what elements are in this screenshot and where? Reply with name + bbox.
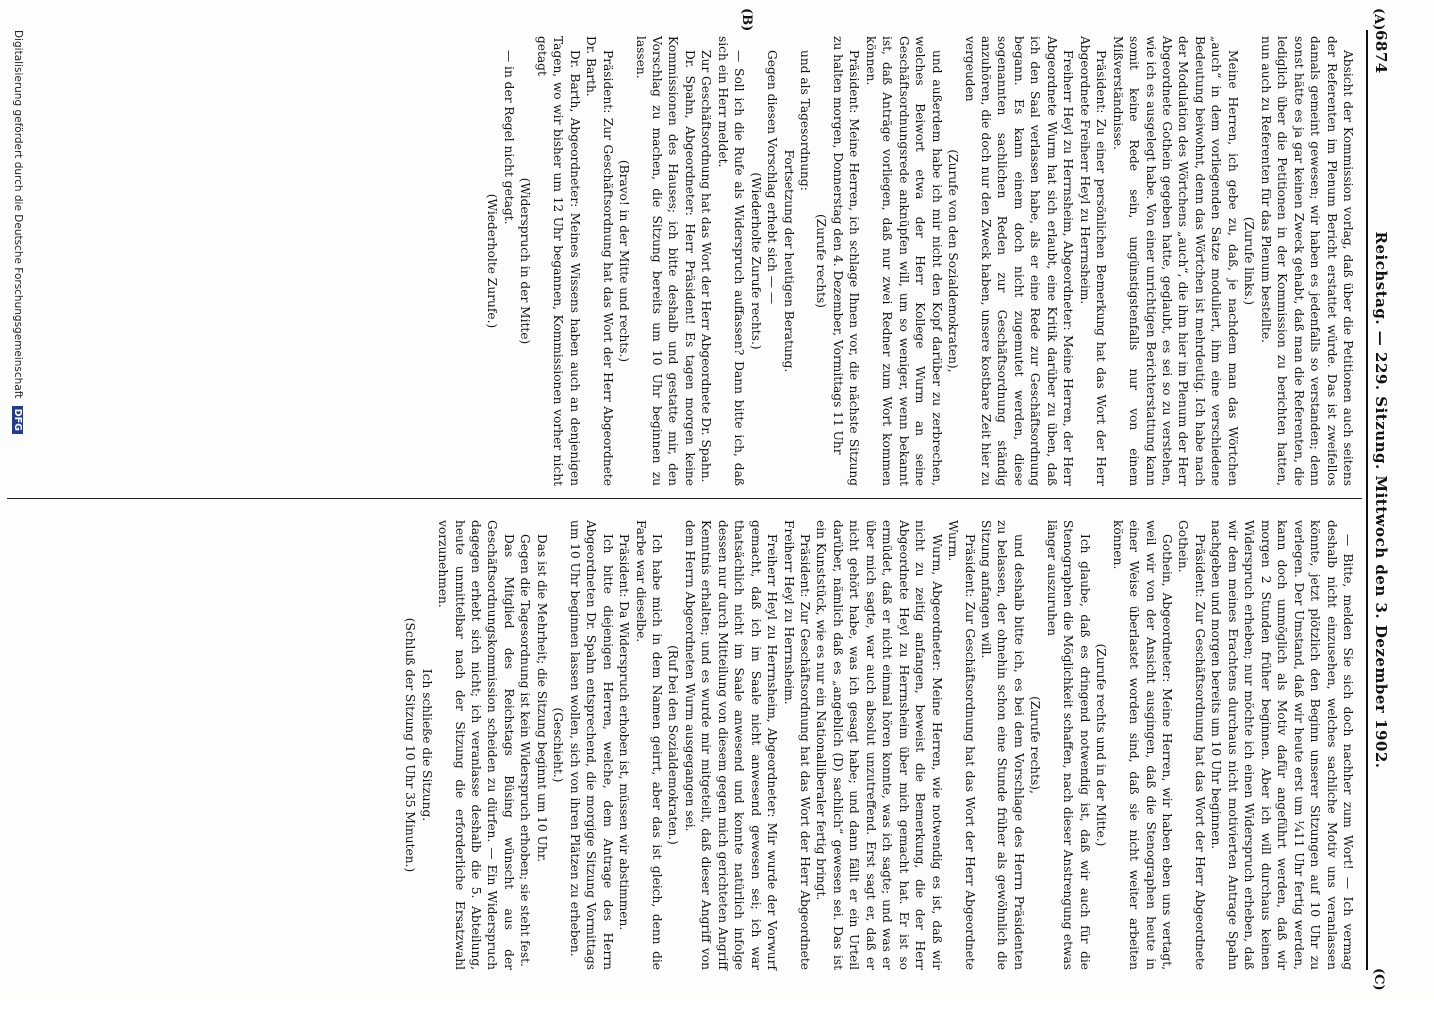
margin-marker-b: (B) bbox=[739, 8, 754, 32]
paragraph: Dr. Spahn, Abgeordneter: Herr Präsident! Es tagen morgen keine Kommissionen des Hauses; ich bitte deshalb und gestatte mir, den Vorschlag zu machen, die Sitzung bereits um 10 Uhr beginnen zu lassen. bbox=[633, 36, 697, 486]
paragraph: (Bravo! in der Mitte und rechts.) bbox=[617, 159, 632, 363]
credit-text: Digitalisierung gefördert durch die Deutsche Forschungsgemeinschaft bbox=[12, 30, 24, 399]
paragraph: Präsident: Meine Herren, ich schlage Ihnen vor, die nächste Sitzung zu halten morgen, Donnerstag den 4. Dezember, Vormittags 11 Uhr bbox=[830, 36, 862, 486]
paragraph: Präsident: Zur Geschäftsordnung hat das Wort der Herr Abgeordnete Gothein. bbox=[1176, 520, 1207, 970]
paragraph: (Ruf bei den Sozialdemokraten.) bbox=[666, 645, 681, 845]
paragraph: Freiherr Heyl zu Herrnsheim, Abgeordneter: Meine Herren, der Herr Abgeordnete Wurm hat sich erlaubt, eine Kritik darüber zu üben, daß ich den Saal verlassen habe, als er eine Rede zur Geschäftsordnung begann. Es kann einem doch nicht zugemutet werden, diese sogenannten sachlichen Reden zur Geschäftsordnung ständig anzuhören, die doch nur den Zweck haben, unsere kostbare Zeit hier zu vergeuden bbox=[962, 36, 1076, 486]
paragraph: Das ist die Mehrheit; die Sitzung beginnt um 10 Uhr. bbox=[534, 534, 549, 863]
paragraph: Gegen die Tagesordnung ist kein Widerspruch erhoben; sie steht fest. bbox=[518, 534, 533, 967]
paragraph: Zur Geschäftsordnung hat das Wort der Herr Abgeordnete Dr. Spahn. bbox=[699, 50, 714, 483]
paragraph: Ich glaube, daß es dringend notwendig ist, daß wir auch für die Stenographen die Möglichkeit schaffen, nach dieser Anstrengung etwas länger auszuruhen bbox=[1044, 520, 1092, 970]
paragraph: (Zurufe links.) bbox=[1242, 216, 1257, 306]
paragraph: Meine Herren, ich gebe zu, daß, je nachdem man das Wörtchen „auch“ in dem vorliegenden Satze moduliert, ihm eine verschiedene Bedeutung beiwohnt, denn das Wörtchen ist mehrdeutig. Ich habe nach der Modulation des Wörtchens „auch“, die ihm hier im Plenum der Herr Abgeordnete Gothein gegeben hatte, geglaubt, es sei so zu verstehen, wie ich es ausgelegt habe. Von einer unrichtigen Berichterstattung kann somit keine Rede sein, ungünstigstenfalls nur von einem Mißverständnisse. bbox=[1110, 36, 1240, 486]
paragraph: und außerdem habe ich mir nicht den Kopf darüber zu zerbrechen, welches Beiwort etwa der Herr Kollege Wurm an seine Geschäftsordnungsrede anknüpfen will, um so weniger, wenn bekannt ist, daß Anträge vorliegen, daß nur zwei Redner zum Wort kommen können. bbox=[863, 36, 944, 486]
paragraph: (Zurufe rechts und in der Mitte.) bbox=[1094, 643, 1109, 847]
paragraph: — Soll ich die Rufe als Widerspruch auffassen? Dann bitte ich, daß sich ein Herr meldet. bbox=[715, 36, 747, 486]
paragraph: Präsident: Zur Geschäftsordnung hat das Wort der Herr Abgeordnete Dr. Barth. bbox=[584, 36, 615, 486]
right-column bbox=[402, 520, 1356, 970]
paragraph: (Widerspruch in der Mitte) bbox=[518, 177, 533, 345]
paragraph: (Wiederholte Zurufe rechts.) bbox=[748, 172, 763, 350]
dfg-logo: DFG bbox=[12, 406, 23, 434]
paragraph: Absicht der Kommission vorlag, daß über die Petitionen auch seitens der Referenten im Plenum Bericht erstattet würde. Das ist zweifellos damals gemeint gewesen; wir haben es jedenfalls so verstanden; denn sonst hätte es ja gar keinen Zweck gehabt, daß man die Referenten, die lediglich über die Petitionen in der Kommission zu berichten hatten, nun auch zu Referenten für das Plenum bestellte. bbox=[1258, 36, 1355, 486]
paragraph: Gothein, Abgeordneter: Meine Herren, wir haben eben uns vertagt, weil wir von der Ansicht ausgingen, daß die Stenographen heute in einer Weise überlastet worden sind, daß sie nicht weiter arbeiten können. bbox=[1110, 520, 1175, 970]
paragraph: Präsident: Zu einer persönlichen Bemerkung hat das Wort der Herr Abgeordnete Freiherr Heyl zu Herrnsheim. bbox=[1077, 36, 1109, 486]
paragraph: — Bitte, melden Sie sich doch nachher zum Wort! — Ich vermag deshalb nicht einzusehen, welches sachliche Motiv uns veranlassen könnte, jetzt plötzlich den Beginn unserer Sitzungen auf 10 Uhr zu verlegen. Der Umstand, daß wir heute erst um ¼11 Uhr fertig werden, kann doch unmöglich als Motiv dafür angeführt werden, daß wir morgen 2 Stunden früher beginnen. Aber ich will durchaus keinen Widerspruch erheben; nur möchte ich einen Widerspruch erheben, daß wir dem meines Erachtens durchaus nicht motivierten Antrage Spahn nachgeben und morgen bereits um 10 Uhr beginnen. bbox=[1209, 520, 1355, 970]
margin-marker-a: (A) bbox=[1371, 8, 1386, 31]
paragraph: Präsident: Zur Geschäftsordnung hat das Wort der Herr Abgeordnete Freiherr Heyl zu Herrnsheim. bbox=[781, 520, 813, 970]
paragraph: und deshalb bitte ich, es bei dem Vorschlage des Herrn Präsidenten zu belassen, der ohnehin schon eine Stunde früher als gewöhnlich die Sitzung anfangen will. bbox=[979, 520, 1026, 970]
paragraph: Ich habe mich in dem Namen geirrt, aber das ist gleich, denn die Farbe war dieselbe. bbox=[633, 520, 664, 970]
running-head-title: Reichstag. — 229. Sitzung. Mittwoch den 3. Dezember 1902. bbox=[1372, 231, 1390, 769]
digitization-credit bbox=[12, 0, 24, 1030]
paragraph: (Zurufe von den Sozialdemokraten), bbox=[946, 149, 961, 373]
paragraph: (Geschieht.) bbox=[551, 707, 566, 783]
left-column bbox=[484, 36, 1356, 486]
header-rule bbox=[1366, 30, 1368, 970]
paragraph: Ich schließe die Sitzung. bbox=[419, 668, 434, 822]
page-number: 6874 bbox=[1372, 30, 1390, 74]
paragraph: Fortsetzung der heutigen Beratung. bbox=[781, 149, 796, 373]
paragraph: (Wiederholte Zurufe.) bbox=[485, 193, 500, 329]
paragraph: Freiherr Heyl zu Herrnsheim, Abgeordneter: Mir wurde der Vorwurf gemacht, daß ich im Saale nicht anwesend gewesen sei; ich war thatsächlich nicht im Saale anwesend und konnte natürlich infolge dessen nur durch Mitteilung von diesem gegen mich gerichteten Angriff Kenntnis erhalten; und es wurde mir mitgeteilt, daß dieser Angriff von dem Herrn Abgeordneten Wurm ausgegangen sei. bbox=[682, 520, 780, 970]
column-divider bbox=[7, 498, 1362, 499]
paragraph: Präsident: Da Widerspruch erhoben ist, müssen wir abstimmen. bbox=[617, 534, 632, 931]
paragraph: Gegen diesen Vorschlag erhebt sich — — bbox=[765, 50, 780, 305]
margin-marker-c: (C) bbox=[1371, 968, 1386, 991]
paragraph: und als Tagesordnung: bbox=[798, 50, 813, 191]
paragraph: (Zurufe rechts), bbox=[1028, 696, 1043, 794]
running-head bbox=[1370, 30, 1390, 970]
paragraph: (Schluß der Sitzung 10 Uhr 35 Minuten.) bbox=[403, 617, 418, 873]
paragraph: Wurm, Abgeordneter: Meine Herren, wie notwendig es ist, daß wir nicht zu zeitig anfangen, beweist die Bemerkung, die der Herr Abgeordnete Heyl zu Herrnsheim über mich gemacht hat. Er ist so ermüdet, daß er nicht einmal hören konnte, was ich sagte; und was er über mich sagte, war auch absolut unzutreffend. Erst sagt er, daß er nicht gehört habe, was ich gesagt habe; und dann fällt er ein Urteil darüber, nämlich daß es „angeblich (D) sachlich“ gewesen sei. Das ist ein Kunststück, wie es nur ein Nationalliberaler fertig bringt. bbox=[814, 520, 944, 970]
paragraph: Dr. Barth, Abgeordneter: Meines Wissens haben auch an denjenigen Tagen, wo wir bisher um 12 Uhr begannen, Kommissionen vorher nicht getagt bbox=[534, 36, 582, 486]
paragraph: Präsident: Zur Geschäftsordnung hat das Wort der Herr Abgeordnete Wurm. bbox=[946, 520, 977, 970]
paragraph: — in der Regel nicht getagt. bbox=[501, 50, 516, 225]
paragraph: Das Mitglied des Reichstags Büsing wünscht aus der Geschäftsordnungskommission scheiden zu dürfen. — Ein Widerspruch dagegen erhebt sich nicht; ich veranlasse deshalb die 5. Abteilung, heute unmittelbar nach der Sitzung die erforderliche Ersatzwahl vorzunehmen. bbox=[436, 520, 516, 970]
paragraph: (Zurufe rechts) bbox=[814, 214, 829, 308]
paragraph: Ich bitte diejenigen Herren, welche, dem Antrage des Herrn Abgeordneten Dr. Spahn entsprechend, die morgige Sitzung Vormittags um 10 Uhr beginnen lassen wollen, sich von ihren Plätzen zu erheben. bbox=[567, 520, 615, 970]
